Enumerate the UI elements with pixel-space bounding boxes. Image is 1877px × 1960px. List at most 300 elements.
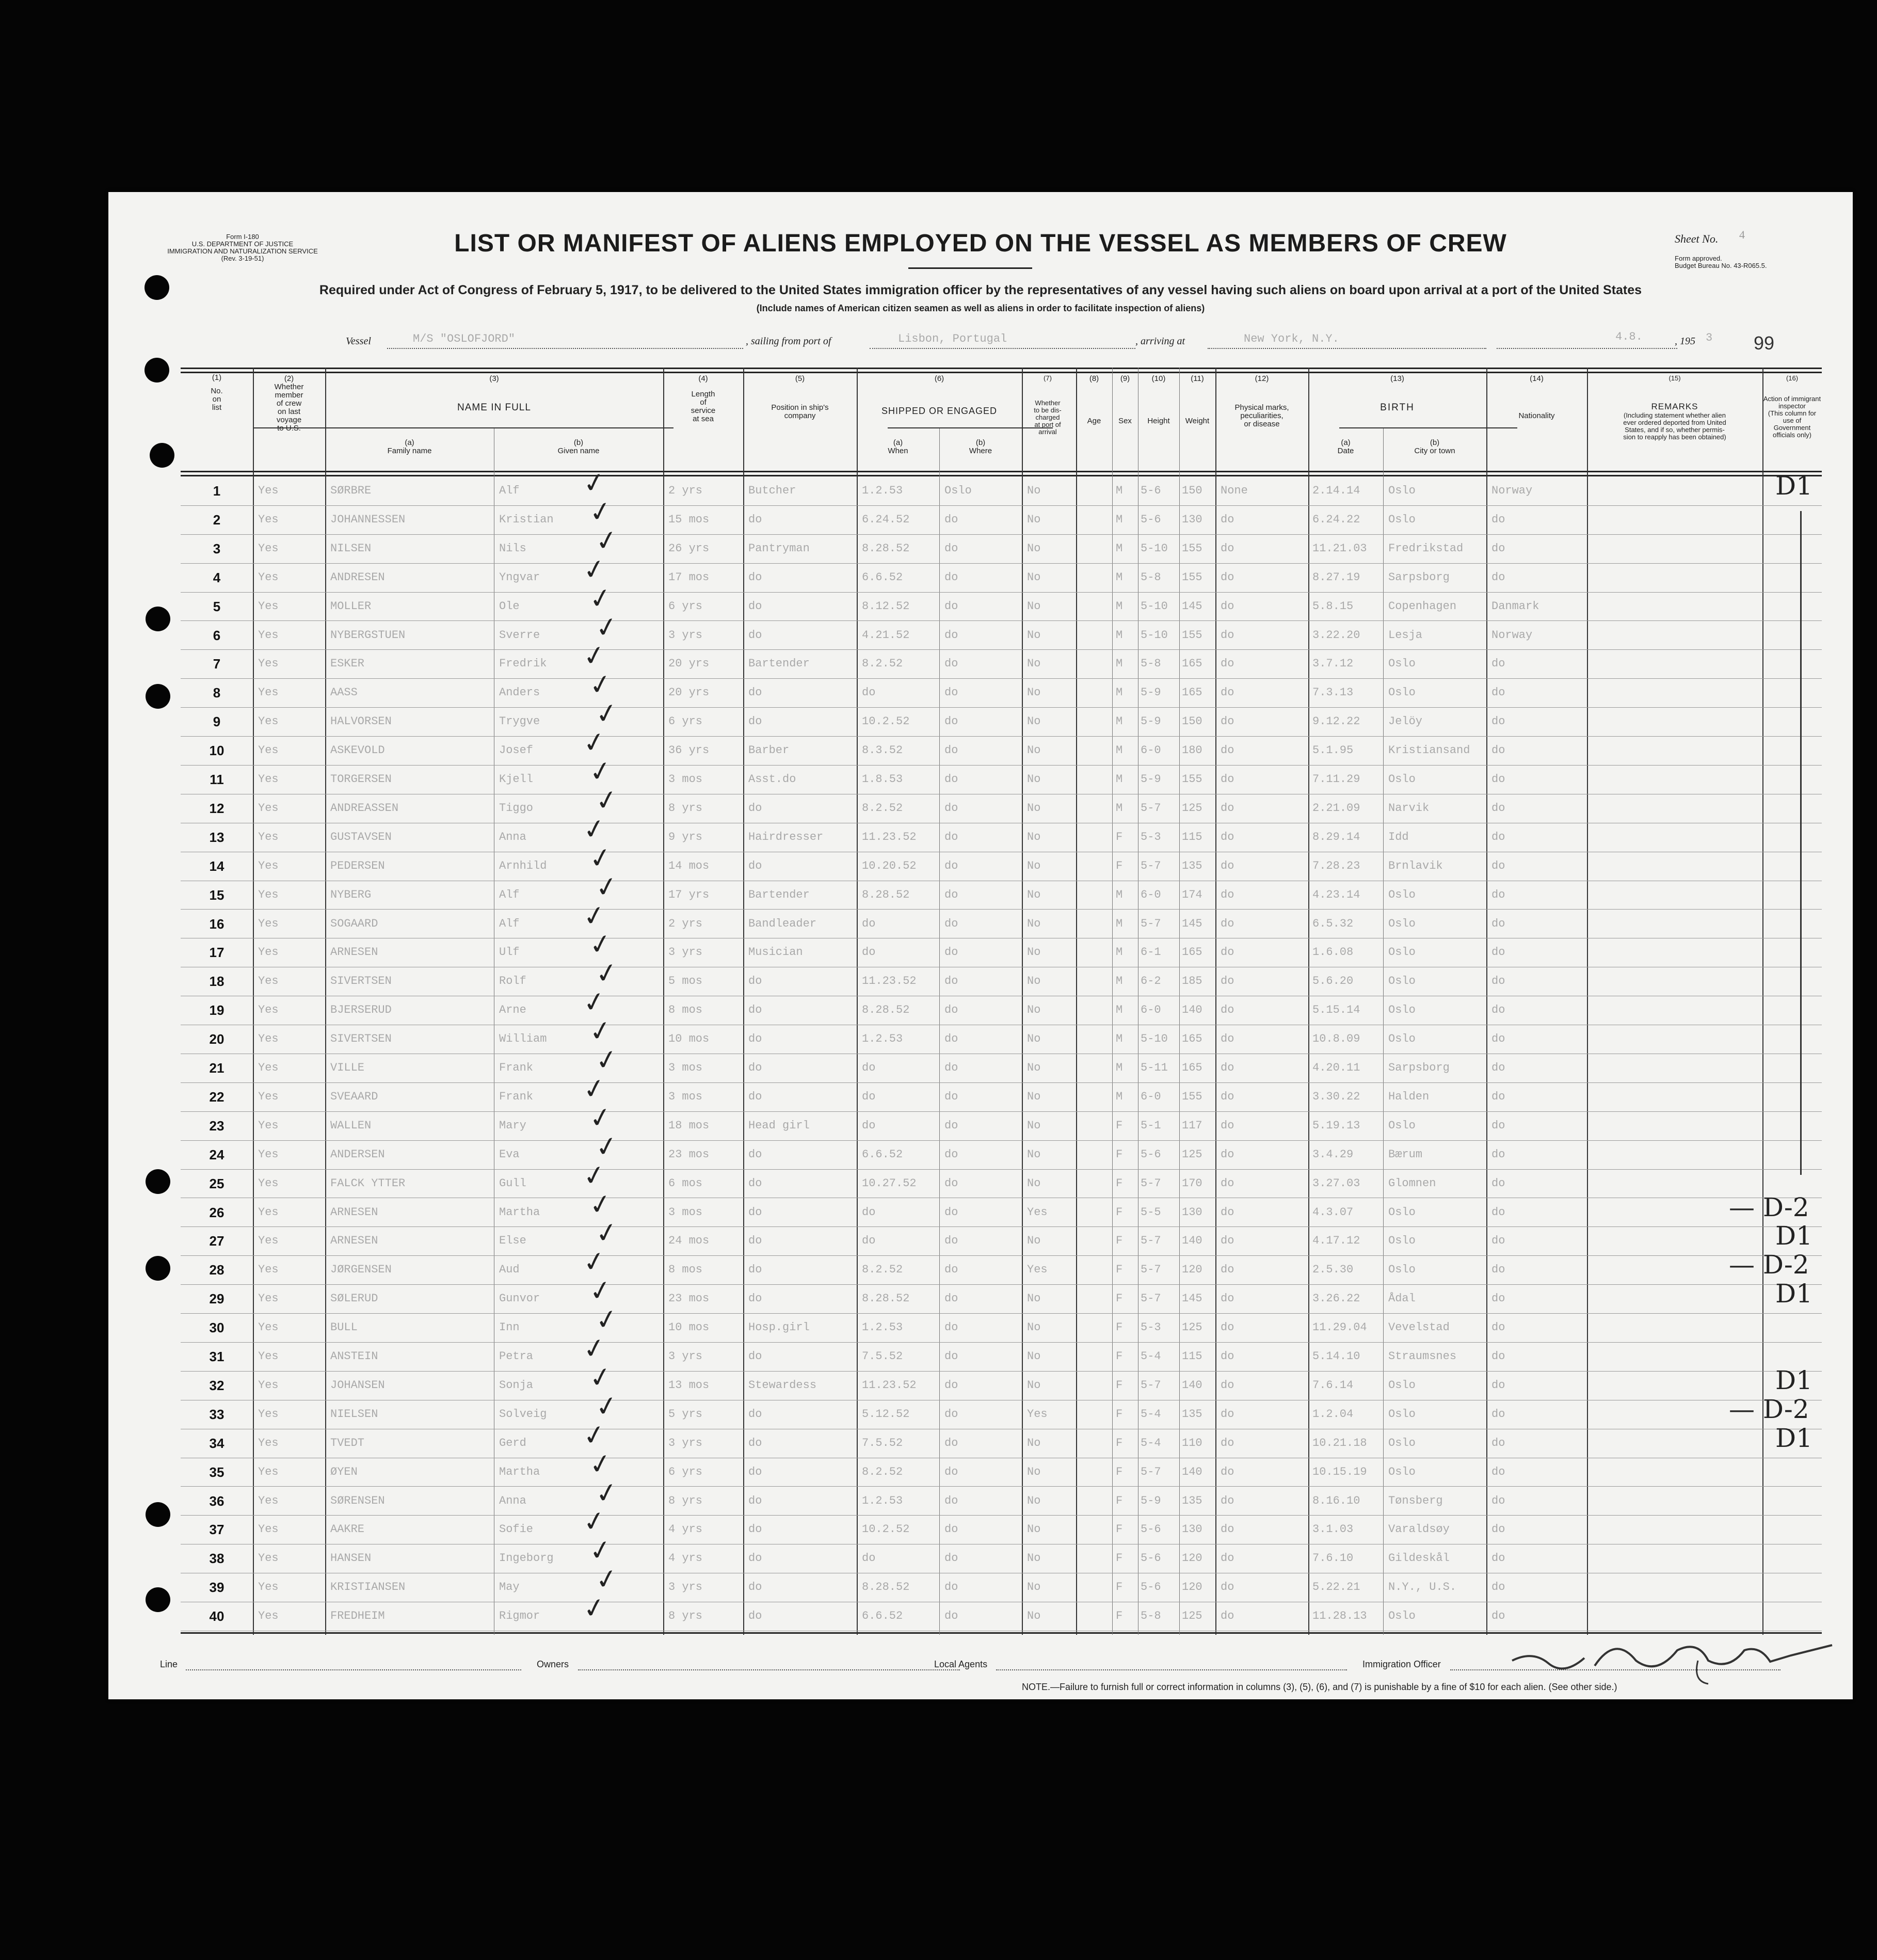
cell-where: do	[944, 1090, 958, 1103]
cell-given: Yngvar	[499, 570, 540, 584]
hdr-text: States, and if so, whether permis-	[1625, 426, 1725, 434]
cell-nationality: do	[1491, 1321, 1505, 1334]
cell-service: 3 yrs	[668, 1350, 703, 1363]
cell-service: 8 mos	[668, 1003, 703, 1017]
hdr-text: SHIPPED OR ENGAGED	[881, 406, 998, 416]
cell-family: AASS	[330, 686, 358, 699]
cell-birth-date: 4.17.12	[1312, 1234, 1360, 1248]
cell-position: Musician	[748, 946, 803, 959]
cell-given: Alf	[499, 888, 520, 901]
cell-when: 1.2.53	[862, 484, 903, 497]
cell-crew: Yes	[258, 599, 279, 613]
cell-given: Anders	[499, 686, 540, 699]
cell-where: do	[944, 1263, 958, 1277]
cell-where: do	[944, 1494, 958, 1507]
cell-birth-date: 8.29.14	[1312, 830, 1360, 843]
cell-height: 5-6	[1141, 484, 1161, 497]
table-row	[181, 956, 1822, 996]
service-name: IMMIGRATION AND NATURALIZATION SERVICE	[167, 247, 318, 255]
cell-sex: F	[1116, 1494, 1123, 1507]
cell-marks: do	[1221, 1090, 1234, 1103]
cell-given: Sofie	[499, 1523, 534, 1536]
cell-height: 5-6	[1141, 1552, 1161, 1565]
vessel-line	[108, 330, 1853, 351]
cell-sex: F	[1116, 1378, 1123, 1392]
checkmark-icon: ✓	[581, 639, 608, 674]
cell-birth-city: Copenhagen	[1388, 599, 1457, 613]
cell-sex: M	[1116, 715, 1123, 728]
cell-position: do	[748, 1552, 762, 1565]
cell-given: Petra	[499, 1350, 534, 1363]
cell-nationality: do	[1491, 1436, 1505, 1449]
hdr-text: (4)	[698, 374, 708, 383]
hdr-text: (5)	[795, 374, 805, 383]
cell-given: Kjell	[499, 773, 534, 786]
cell-no: 10	[209, 743, 224, 759]
hdr-text: Nationality	[1518, 411, 1555, 420]
cell-discharge: No	[1027, 773, 1041, 786]
cell-service: 8 yrs	[668, 1494, 703, 1507]
checkmark-icon: ✓	[593, 610, 621, 645]
cell-no: 9	[213, 714, 221, 730]
table-row	[181, 985, 1822, 1025]
agents-dots	[996, 1669, 1347, 1670]
cell-where: do	[944, 513, 958, 526]
table-row	[181, 1591, 1822, 1631]
cell-no: 6	[213, 627, 221, 643]
hdr-text: Whether	[274, 383, 304, 391]
cell-crew: Yes	[258, 686, 279, 699]
cell-discharge: No	[1027, 1552, 1041, 1565]
cell-when: 11.23.52	[862, 975, 917, 988]
cell-height: 6-0	[1141, 1003, 1161, 1017]
hdr-text: on	[212, 395, 221, 404]
cell-height: 6-1	[1141, 946, 1161, 959]
cell-nationality: do	[1491, 1552, 1505, 1565]
cell-birth-date: 11.21.03	[1312, 541, 1367, 555]
cell-birth-date: 7.11.29	[1312, 773, 1360, 786]
cell-weight: 180	[1182, 744, 1202, 757]
cell-birth-city: Oslo	[1388, 513, 1416, 526]
cell-birth-date: 11.28.13	[1312, 1610, 1367, 1623]
cell-birth-city: Oslo	[1388, 975, 1416, 988]
cell-birth-city: Oslo	[1388, 1378, 1416, 1392]
checkmark-icon: ✓	[581, 985, 608, 1020]
cell-where: do	[944, 1465, 958, 1478]
revision: (Rev. 3-19-51)	[221, 254, 264, 262]
cell-when: do	[862, 1552, 876, 1565]
cell-position: do	[748, 1205, 762, 1219]
cell-birth-date: 11.29.04	[1312, 1321, 1367, 1334]
cell-discharge: No	[1027, 541, 1041, 555]
cell-where: do	[944, 1610, 958, 1623]
cell-height: 6-2	[1141, 975, 1161, 988]
cell-birth-date: 8.16.10	[1312, 1494, 1360, 1507]
cell-weight: 155	[1182, 773, 1202, 786]
cell-discharge: No	[1027, 657, 1041, 671]
cell-crew: Yes	[258, 773, 279, 786]
cell-sex: F	[1116, 1176, 1123, 1190]
cell-marks: do	[1221, 1234, 1234, 1248]
cell-height: 5-7	[1141, 1263, 1161, 1277]
cell-weight: 130	[1182, 1523, 1202, 1536]
cell-birth-date: 5.8.15	[1312, 599, 1354, 613]
hdr-text: (12)	[1255, 374, 1269, 383]
cell-weight: 150	[1182, 715, 1202, 728]
table-row	[181, 523, 1822, 564]
inspector-action: D1	[1775, 1279, 1812, 1309]
cell-when: 8.2.52	[862, 1465, 903, 1478]
cell-discharge: No	[1027, 801, 1041, 815]
cell-discharge: No	[1027, 1523, 1041, 1536]
subtitle: Required under Act of Congress of February 5, 1917, to be delivered to the United States immigration officer by the representatives of any vessel having such aliens on board upon arrival at a port of the United States	[319, 283, 1642, 297]
cell-family: ANDRESEN	[330, 570, 385, 584]
cell-birth-date: 7.6.14	[1312, 1378, 1354, 1392]
cell-where: do	[944, 1292, 958, 1305]
cell-sex: M	[1116, 888, 1123, 901]
hdr-text: (3)	[489, 374, 499, 383]
cell-weight: 130	[1182, 513, 1202, 526]
checkmark-icon: ✓	[587, 1014, 615, 1049]
form-number: Form I-180	[226, 233, 259, 241]
cell-birth-city: Oslo	[1388, 686, 1416, 699]
cell-when: do	[862, 1205, 876, 1219]
checkmark-icon: ✓	[581, 1158, 608, 1193]
hdr-text: (Including statement whether alien	[1623, 411, 1726, 419]
hdr-text: of crew	[276, 399, 302, 408]
cell-weight: 150	[1182, 484, 1202, 497]
cell-when: 1.2.53	[862, 1321, 903, 1334]
hdr-text: BIRTH	[1380, 402, 1415, 413]
cell-service: 3 mos	[668, 1090, 703, 1103]
cell-marks: do	[1221, 1263, 1234, 1277]
cell-sex: F	[1116, 859, 1123, 872]
hdr-text: (b)	[1430, 438, 1440, 447]
cell-position: do	[748, 1061, 762, 1074]
cell-weight: 165	[1182, 657, 1202, 671]
cell-where: do	[944, 888, 958, 901]
table-row	[181, 1043, 1822, 1083]
cell-when: do	[862, 1119, 876, 1132]
cell-family: NYBERG	[330, 888, 372, 901]
cell-birth-city: Halden	[1388, 1090, 1430, 1103]
cell-given: William	[499, 1032, 547, 1046]
hdr-text: to be dis-	[1034, 406, 1062, 414]
cell-when: 10.27.52	[862, 1176, 917, 1190]
cell-where: do	[944, 1436, 958, 1449]
hdr-text: (11)	[1191, 374, 1204, 383]
cell-sex: F	[1116, 1552, 1123, 1565]
cell-where: do	[944, 628, 958, 642]
cell-height: 5-6	[1141, 513, 1161, 526]
cell-nationality: do	[1491, 1581, 1505, 1594]
hdr-text: (7)	[1044, 374, 1052, 382]
cell-sex: F	[1116, 1205, 1123, 1219]
hdr-text: Government officials only)	[1773, 424, 1811, 439]
cell-crew: Yes	[258, 1090, 279, 1103]
cell-marks: do	[1221, 1610, 1234, 1623]
cell-position: do	[748, 801, 762, 815]
line-dots	[186, 1669, 521, 1670]
table-row	[181, 783, 1822, 823]
cell-position: do	[748, 715, 762, 728]
cell-given: Ole	[499, 599, 520, 613]
cell-service: 20 yrs	[668, 686, 710, 699]
checkmark-icon: ✓	[587, 754, 615, 789]
cell-given: Josef	[499, 744, 534, 757]
cell-service: 8 yrs	[668, 801, 703, 815]
table-row	[181, 1360, 1822, 1400]
cell-service: 24 mos	[668, 1234, 710, 1248]
hdr-text: City or town	[1414, 447, 1455, 455]
checkmark-icon: ✓	[587, 1273, 615, 1309]
ditto-line	[1800, 511, 1802, 1175]
checkmark-icon: ✓	[581, 552, 608, 587]
cell-birth-date: 2.21.09	[1312, 801, 1360, 815]
hdr-text: (16)	[1786, 374, 1799, 382]
cell-birth-date: 3.30.22	[1312, 1090, 1360, 1103]
cell-no: 22	[209, 1089, 224, 1105]
cell-given: Martha	[499, 1205, 540, 1219]
cell-crew: Yes	[258, 917, 279, 930]
cell-nationality: do	[1491, 1003, 1505, 1017]
hdr-text: on last	[277, 407, 301, 416]
hdr-text: arrival	[1038, 428, 1057, 436]
hdr-text: (b)	[573, 438, 584, 447]
cell-discharge: No	[1027, 1032, 1041, 1046]
inspector-action: D1	[1775, 1221, 1812, 1251]
cell-crew: Yes	[258, 1581, 279, 1594]
hdr-text: When	[888, 447, 908, 455]
cell-marks: do	[1221, 1552, 1234, 1565]
cell-when: do	[862, 1061, 876, 1074]
cell-discharge: No	[1027, 1003, 1041, 1017]
cell-weight: 165	[1182, 1032, 1202, 1046]
cell-given: Kristian	[499, 513, 554, 526]
cell-birth-date: 1.2.04	[1312, 1407, 1354, 1421]
cell-birth-date: 5.19.13	[1312, 1119, 1360, 1132]
cell-birth-date: 7.3.13	[1312, 686, 1354, 699]
cell-sex: M	[1116, 484, 1123, 497]
cell-birth-city: Bærum	[1388, 1148, 1423, 1161]
cell-nationality: do	[1491, 715, 1505, 728]
cell-nationality: do	[1491, 1148, 1505, 1161]
cell-family: FALCK YTTER	[330, 1176, 406, 1190]
cell-marks: do	[1221, 1119, 1234, 1132]
cell-height: 5-9	[1141, 1494, 1161, 1507]
cell-weight: 170	[1182, 1176, 1202, 1190]
cell-position: do	[748, 1148, 762, 1161]
checkmark-icon: ✓	[581, 1072, 608, 1107]
cell-service: 2 yrs	[668, 484, 703, 497]
cell-marks: do	[1221, 975, 1234, 988]
cell-sex: M	[1116, 599, 1123, 613]
cell-birth-city: Kristiansand	[1388, 744, 1470, 757]
cell-family: ASKEVOLD	[330, 744, 385, 757]
checkmark-icon: ✓	[581, 1245, 608, 1280]
cell-service: 5 mos	[668, 975, 703, 988]
cell-nationality: do	[1491, 686, 1505, 699]
cell-given: Frank	[499, 1090, 534, 1103]
cell-when: do	[862, 1234, 876, 1248]
cell-crew: Yes	[258, 1292, 279, 1305]
cell-when: 6.6.52	[862, 1148, 903, 1161]
cell-position: do	[748, 513, 762, 526]
cell-weight: 115	[1182, 1350, 1202, 1363]
hdr-text: (a)	[1341, 438, 1351, 447]
cell-crew: Yes	[258, 1465, 279, 1478]
cell-discharge: No	[1027, 888, 1041, 901]
col6b-header	[939, 439, 1022, 455]
table-row	[181, 495, 1822, 535]
cell-where: do	[944, 1407, 958, 1421]
cell-birth-city: Oslo	[1388, 1234, 1416, 1248]
cell-crew: Yes	[258, 1350, 279, 1363]
checkmark-icon: ✓	[593, 783, 621, 818]
table-row	[181, 1129, 1822, 1170]
col2-header	[253, 375, 325, 433]
cell-where: do	[944, 1378, 958, 1392]
cell-nationality: do	[1491, 1610, 1505, 1623]
cell-no: 16	[209, 916, 224, 932]
cell-where: do	[944, 1234, 958, 1248]
col3-header	[325, 375, 663, 412]
cell-marks: do	[1221, 744, 1234, 757]
table-row	[181, 1101, 1822, 1141]
col13a-header	[1308, 439, 1383, 455]
hdr-text: REMARKS	[1651, 402, 1698, 411]
cell-when: 8.2.52	[862, 801, 903, 815]
hdr-text: (15)	[1669, 374, 1681, 382]
cell-sex: M	[1116, 1061, 1123, 1074]
cell-where: do	[944, 744, 958, 757]
cell-nationality: do	[1491, 1292, 1505, 1305]
hdr-text: (b)	[975, 438, 986, 447]
checkmark-icon: ✓	[581, 1331, 608, 1366]
cell-birth-city: Tønsberg	[1388, 1494, 1443, 1507]
cell-no: 29	[209, 1291, 224, 1307]
hdr-text: at port of	[1034, 421, 1061, 428]
cell-where: do	[944, 686, 958, 699]
manifest-page	[108, 192, 1853, 1699]
cell-position: Hairdresser	[748, 830, 824, 843]
cell-service: 6 yrs	[668, 1465, 703, 1478]
date-dots	[1497, 348, 1677, 349]
cell-crew: Yes	[258, 888, 279, 901]
cell-family: NYBERGSTUEN	[330, 628, 406, 642]
cell-nationality: do	[1491, 1234, 1505, 1248]
cell-birth-date: 3.27.03	[1312, 1176, 1360, 1190]
cell-height: 5-7	[1141, 1176, 1161, 1190]
cell-birth-city: Oslo	[1388, 484, 1416, 497]
cell-height: 5-4	[1141, 1407, 1161, 1421]
cell-birth-city: Sarpsborg	[1388, 570, 1450, 584]
hdr-text: member	[275, 391, 303, 400]
cell-height: 5-10	[1141, 628, 1168, 642]
table-row	[181, 466, 1822, 506]
subtitle-note: (Include names of American citizen seamen as well as aliens in order to facilitate inspection of aliens)	[756, 303, 1205, 313]
cell-height: 5-7	[1141, 917, 1161, 930]
title-rule	[908, 267, 1032, 269]
cell-nationality: do	[1491, 1205, 1505, 1219]
checkmark-icon: ✓	[587, 1187, 615, 1222]
cell-no: 17	[209, 945, 224, 961]
cell-position: do	[748, 1292, 762, 1305]
cell-discharge: No	[1027, 1119, 1041, 1132]
cell-marks: do	[1221, 1176, 1234, 1190]
table-row	[181, 581, 1822, 622]
cell-nationality: do	[1491, 1176, 1505, 1190]
cell-birth-city: Gildeskål	[1388, 1552, 1450, 1565]
cell-weight: 130	[1182, 1205, 1202, 1219]
cell-family: BJERSERUD	[330, 1003, 392, 1017]
cell-service: 17 mos	[668, 570, 710, 584]
cell-weight: 135	[1182, 859, 1202, 872]
checkmark-icon: ✓	[581, 466, 608, 501]
cell-family: ANSTEIN	[330, 1350, 378, 1363]
cell-crew: Yes	[258, 484, 279, 497]
table-row	[181, 1418, 1822, 1458]
cell-marks: do	[1221, 1148, 1234, 1161]
hdr-text: (13)	[1390, 374, 1404, 383]
cell-when: 8.28.52	[862, 1292, 910, 1305]
table-row	[181, 1389, 1822, 1429]
cell-nationality: Norway	[1491, 628, 1533, 642]
cell-no: 21	[209, 1060, 224, 1076]
cell-no: 33	[209, 1406, 224, 1422]
cell-crew: Yes	[258, 541, 279, 555]
table-row	[181, 928, 1822, 967]
col16-header	[1762, 375, 1822, 439]
cell-crew: Yes	[258, 1263, 279, 1277]
sailing-port: Lisbon, Portugal	[898, 332, 1007, 345]
cell-when: 10.2.52	[862, 1523, 910, 1536]
cell-crew: Yes	[258, 946, 279, 959]
hdr-text: of	[700, 398, 707, 407]
cell-crew: Yes	[258, 1205, 279, 1219]
cell-birth-date: 7.6.10	[1312, 1552, 1354, 1565]
cell-no: 32	[209, 1377, 224, 1393]
table-row	[181, 1072, 1822, 1112]
cell-no: 35	[209, 1464, 224, 1480]
cell-marks: do	[1221, 1465, 1234, 1478]
cell-birth-city: Oslo	[1388, 946, 1416, 959]
punch-hole	[145, 275, 169, 300]
cell-weight: 120	[1182, 1263, 1202, 1277]
vessel-label: Vessel	[346, 336, 371, 347]
punch-hole	[146, 607, 170, 631]
cell-birth-city: Glomnen	[1388, 1176, 1436, 1190]
cell-service: 3 mos	[668, 1061, 703, 1074]
cell-nationality: do	[1491, 830, 1505, 843]
cell-where: do	[944, 1581, 958, 1594]
cell-height: 5-1	[1141, 1119, 1161, 1132]
cell-where: do	[944, 1350, 958, 1363]
cell-family: JØRGENSEN	[330, 1263, 392, 1277]
cell-marks: do	[1221, 513, 1234, 526]
header-bottom-rule	[181, 471, 1822, 472]
cell-nationality: do	[1491, 513, 1505, 526]
cell-given: Arnhild	[499, 859, 547, 872]
cell-position: Stewardess	[748, 1378, 817, 1392]
cell-sex: M	[1116, 541, 1123, 555]
cell-sex: M	[1116, 1032, 1123, 1046]
hdr-text: (1)	[212, 373, 222, 382]
cell-nationality: do	[1491, 888, 1505, 901]
cell-where: do	[944, 830, 958, 843]
cell-marks: None	[1221, 484, 1248, 497]
cell-nationality: do	[1491, 1350, 1505, 1363]
